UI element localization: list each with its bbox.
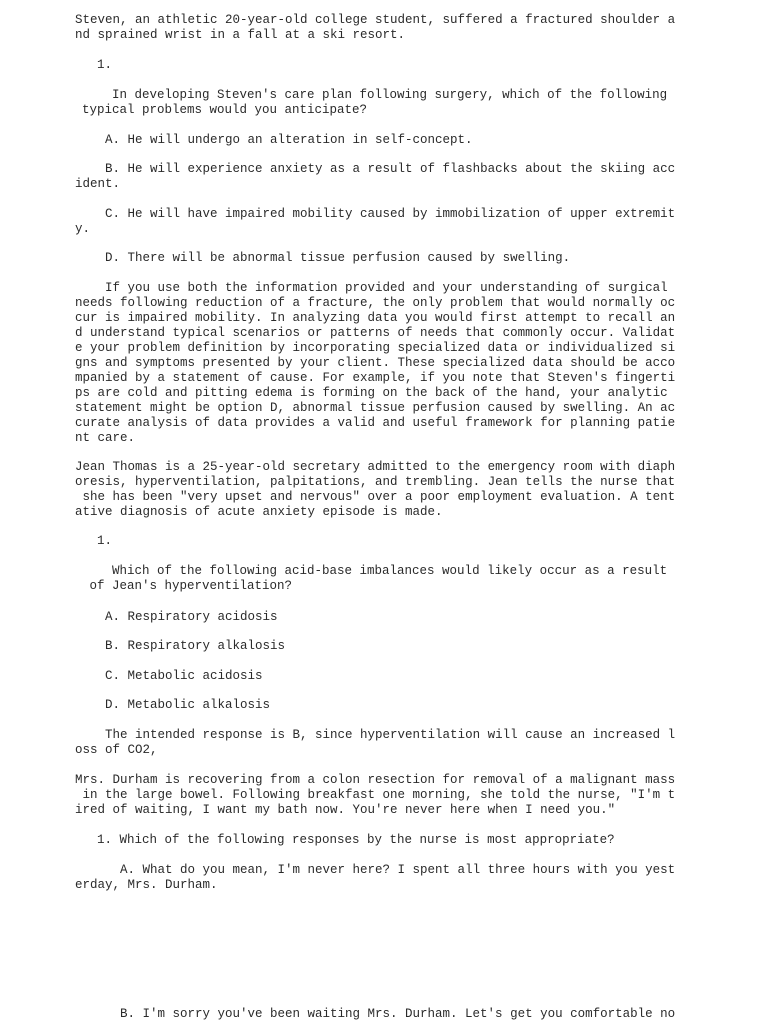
case1-intro: Steven, an athletic 20-year-old college student, suffered a fractured shoulder a nd sprained wrist in a fall at a ski resort.	[75, 13, 676, 42]
case2-option-a: A. Respiratory acidosis	[105, 610, 278, 624]
case1-rationale: If you use both the information provided and your understanding of surgical needs following reduction of a fracture, the only problem that would normally oc cur is impaired mobility. In analyzing data you would first attempt to recall an d understand typical scenarios or patterns of needs that commonly occur. Validat e your problem definition by incorporating specialized data or individualized si gns and symptoms presented by your client. These specialized data should be acco mpanied by a statement of cause. For example, if you note that Steven's fingerti ps are cold and pitting edema is forming on the back of the hand, your analytic statement might be option D, abnormal tissue perfusion caused by swelling. An ac curate analysis of data provides a valid and useful framework for planning patie nt care.	[75, 281, 676, 445]
case1-question-number: 1.	[97, 58, 113, 72]
case2-option-b: B. Respiratory alkalosis	[105, 639, 286, 653]
case2-rationale: The intended response is B, since hyperventilation will cause an increased l oss of CO2,	[75, 728, 676, 757]
case2-question: Which of the following acid-base imbalances would likely occur as a result of Jean's hyperventilation?	[89, 564, 668, 593]
case3-question: 1. Which of the following responses by the nurse is most appropriate?	[97, 833, 615, 847]
case2-option-c: C. Metabolic acidosis	[105, 669, 263, 683]
case2-option-d: D. Metabolic alkalosis	[105, 698, 271, 712]
case1-option-a: A. He will undergo an alteration in self-concept.	[105, 133, 473, 147]
case2-intro: Jean Thomas is a 25-year-old secretary admitted to the emergency room with diaph oresis, hyperventilation, palpitations, and trembling. Jean tells the nurse that she has been "very upset and nervous" over a poor employment evaluation. A tent ative diagnosis of acute anxiety episode is made.	[75, 460, 676, 519]
case1-question: In developing Steven's care plan following surgery, which of the following typical problems would you anticipate?	[82, 88, 668, 117]
case3-option-a: A. What do you mean, I'm never here? I spent all three hours with you yest erday, Mrs. Durham.	[75, 863, 676, 892]
case1-option-b: B. He will experience anxiety as a result of flashbacks about the skiing acc ident.	[75, 162, 676, 191]
case3-intro: Mrs. Durham is recovering from a colon resection for removal of a malignant mass in the large bowel. Following breakfast one morning, she told the nurse, "I'm t ired of waiting, I want my bath now. You're never here when I need you."	[75, 773, 676, 817]
case1-option-c: C. He will have impaired mobility caused by immobilization of upper extremit y.	[75, 207, 676, 236]
case2-question-number: 1.	[97, 534, 113, 548]
case1-option-d: D. There will be abnormal tissue perfusion caused by swelling.	[105, 251, 571, 265]
case3-option-b: B. I'm sorry you've been waiting Mrs. Durham. Let's get you comfortable no	[120, 1007, 676, 1021]
